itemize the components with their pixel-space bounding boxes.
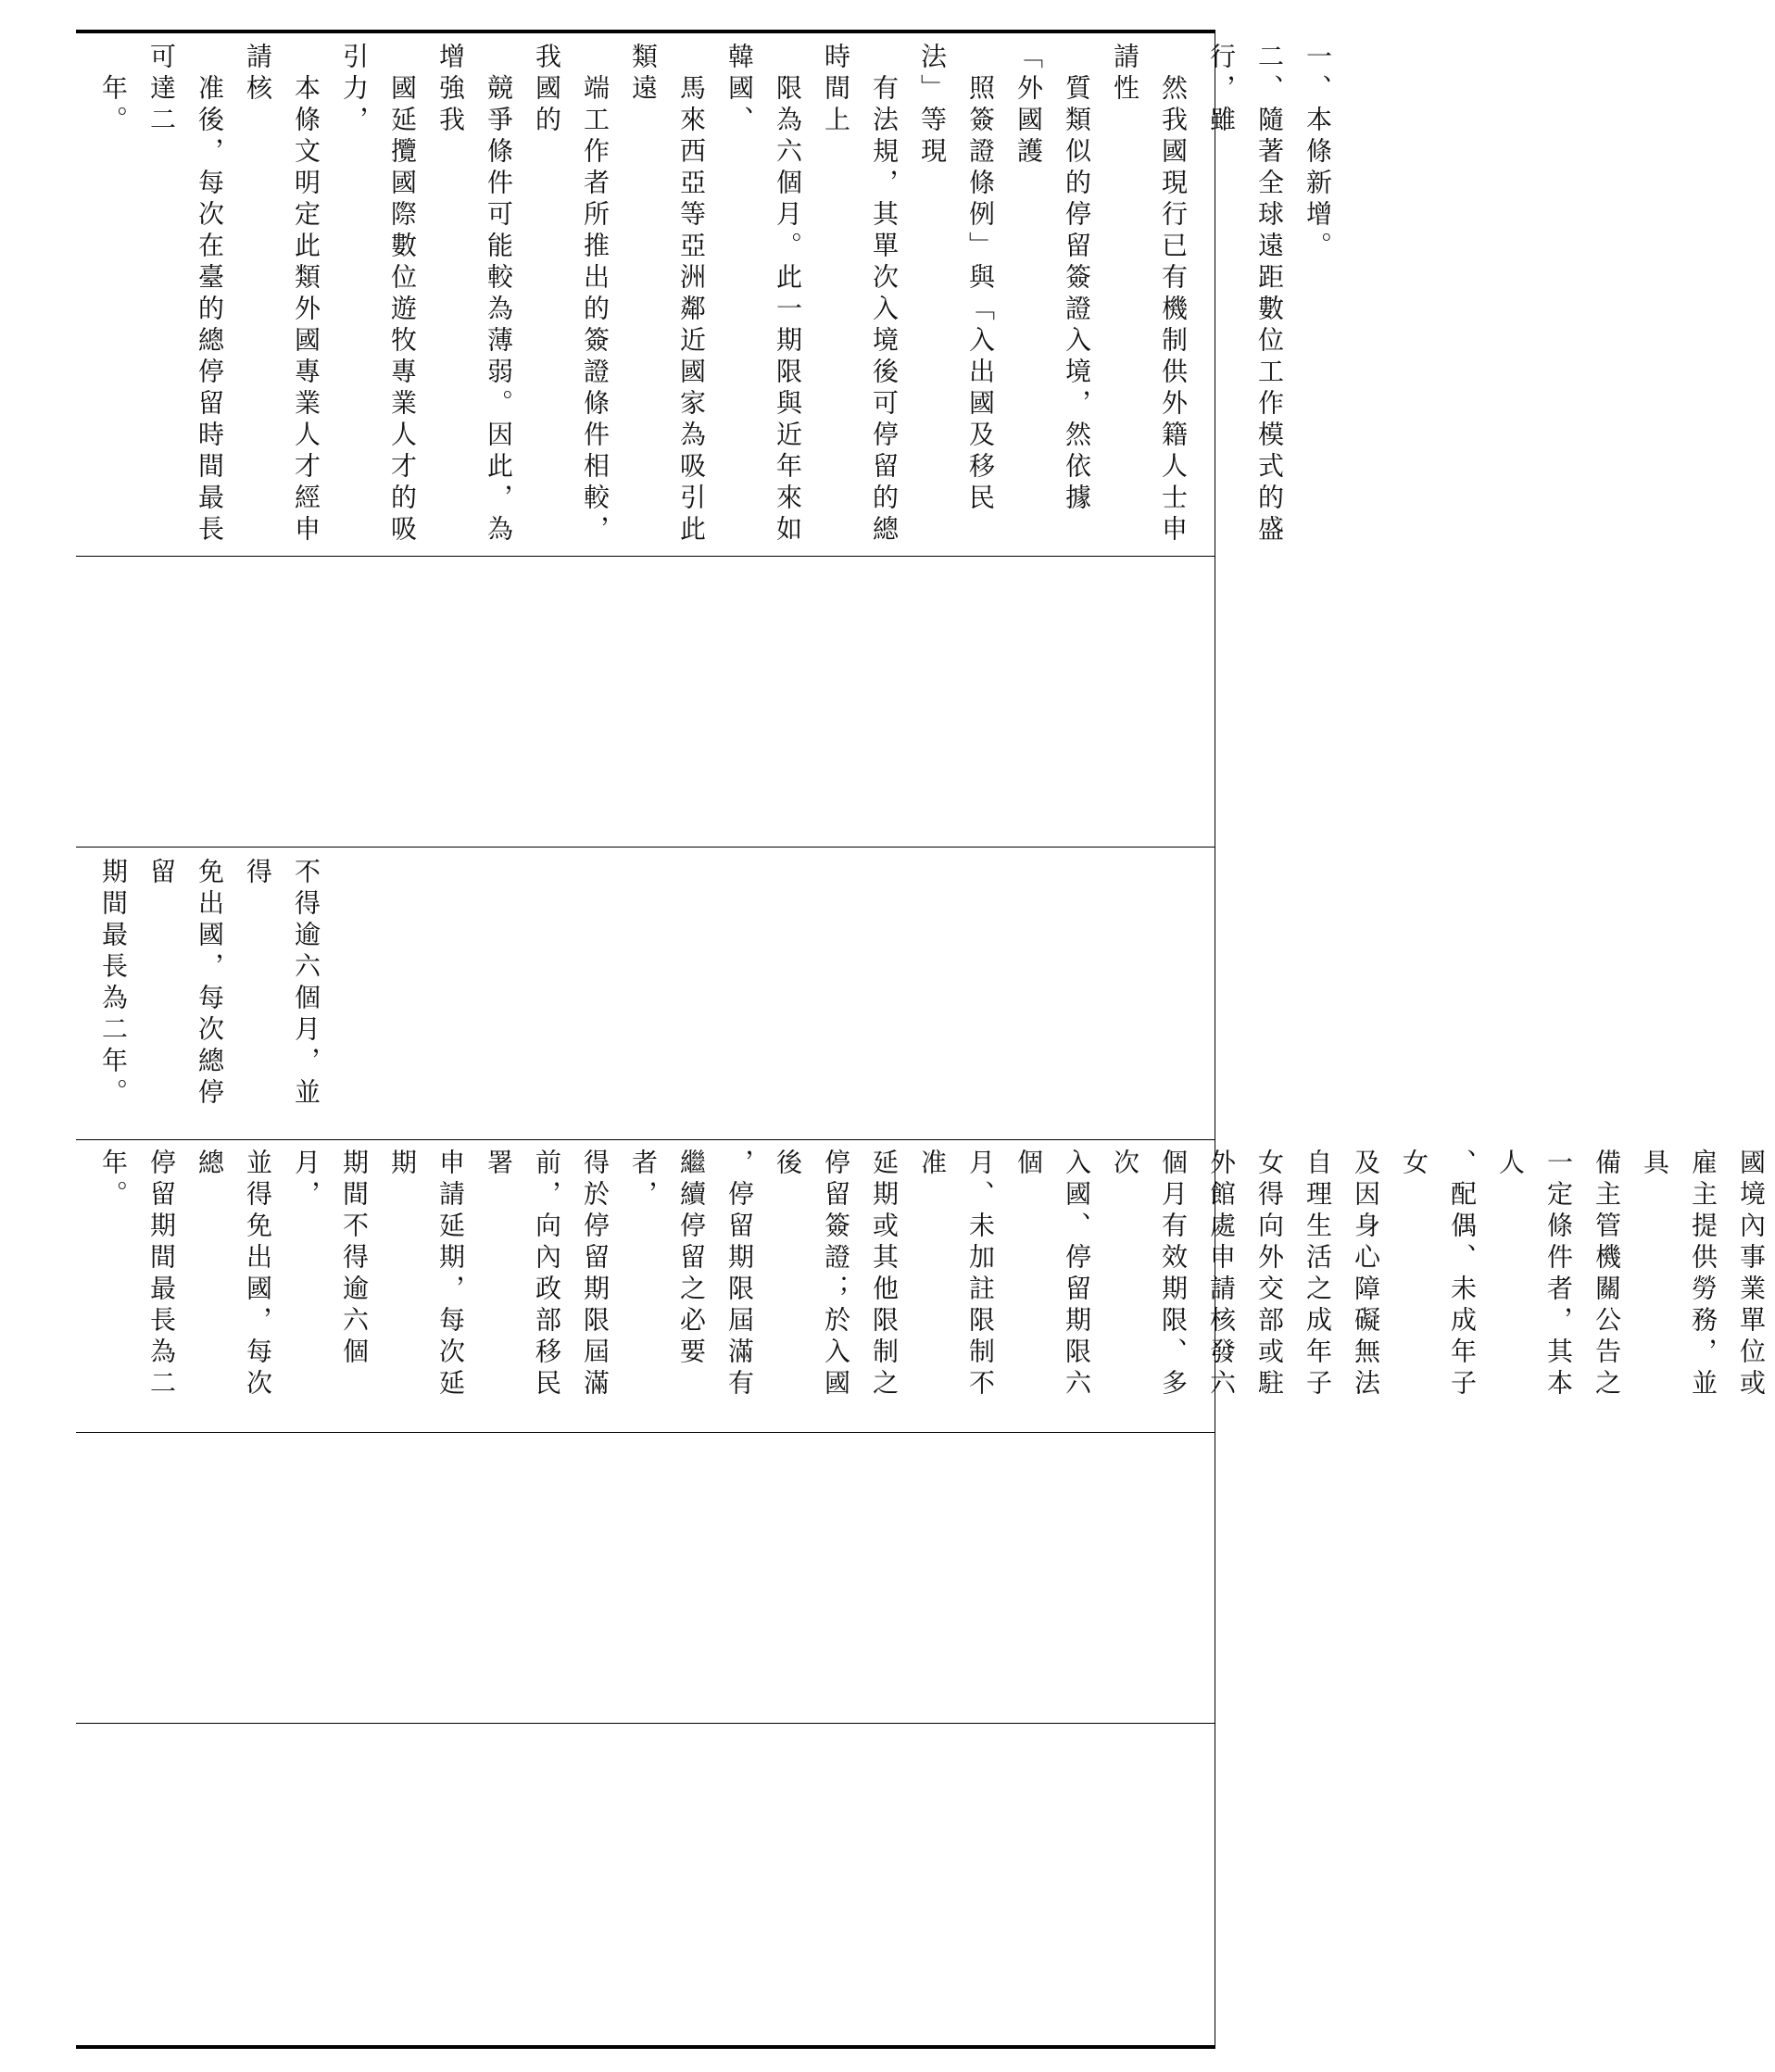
current-line: 期間最長為二年。 [98,858,129,1110]
row-divider-2 [76,847,1215,848]
explanation-line: 二、隨著全球遠距數位工作模式的盛行，雖 [1206,43,1285,546]
amended-line: 外館處申請核發六 [1206,1149,1237,1400]
explanation-line: 質類似的停留簽證入境，然依據「外國護 [1013,43,1092,515]
amended-line: 國境內事業單位或 [1736,1149,1767,1400]
explanation-line: 馬來西亞等亞洲鄰近國家為吸引此類遠 [628,43,707,546]
explanation-line: 競爭條件可能較為薄弱。因此，為增強我 [435,43,514,546]
explanation-line: 本條文明定此類外國專業人才經申請核 [243,43,321,546]
explanation-line: 端工作者所推出的簽證條件相較，我國的 [532,43,611,546]
explanation-line: 有法規，其單次入境後可停留的總時間上 [821,43,900,546]
amended-line: 延期或其他限制之 [869,1149,900,1400]
amended-provision-text [89,1149,1775,1428]
explanation-line: 一、本條新增。 [1303,43,1333,263]
amended-provision-cell [89,1149,1767,1428]
explanation-line: 照簽證條例」與「入出國及移民法」等現 [917,43,996,515]
amended-line: 停留期間最長為二 [146,1149,177,1400]
amended-line: 期間不得逾六個月， [291,1149,370,1369]
row-divider-1 [76,556,1215,557]
explanation-cell [89,43,1333,548]
amended-line: 及因身心障礙無法 [1351,1149,1381,1400]
current-line: 不得逾六個月，並得 [243,858,321,1110]
amended-line: 雇主提供勞務，並具 [1640,1149,1718,1400]
provision-comparison-table [76,30,1767,2049]
amended-line: 、配偶、未成年子女 [1399,1149,1478,1400]
amended-line: 入國、停留期限六個 [1013,1149,1092,1400]
amended-line: 得於停留期限屆滿 [580,1149,611,1400]
explanation-text [89,43,1341,548]
current-provision-text [89,858,330,1136]
table-bottom-border [76,2045,1215,2049]
amended-line: 備主管機關公告之 [1592,1149,1622,1400]
explanation-line: 限為六個月。此一期限與近年來如韓國、 [724,43,803,546]
current-provision-cell [89,858,1201,1136]
explanation-line: 國延攬國際數位遊牧專業人才的吸引力， [339,43,418,546]
amended-line: 停留簽證；於入國後 [773,1149,851,1400]
amended-line: 女得向外交部或駐 [1254,1149,1285,1400]
row-divider-4 [76,1432,1215,1433]
explanation-line: 年。 [98,43,129,137]
amended-line: 並得免出國，每次總 [195,1149,273,1400]
amended-line: 個月有效期限、多次 [1110,1149,1189,1400]
explanation-line: 然我國現行已有機制供外籍人士申請性 [1110,43,1189,546]
table-top-border [76,30,1215,33]
amended-line: 自理生活之成年子 [1303,1149,1333,1400]
amended-line: 月、未加註限制不准 [917,1149,996,1400]
amended-line: 年。 [98,1149,129,1212]
amended-line: ，停留期限屆滿有 [724,1149,755,1400]
amended-line: 繼續停留之必要者， [628,1149,707,1369]
explanation-line: 准後，每次在臺的總停留時間最長可達二 [146,43,225,546]
row-divider-5 [76,1723,1215,1724]
row-divider-3 [76,1139,1215,1140]
amended-line: 前，向內政部移民署 [484,1149,562,1400]
amended-line: 一定條件者，其本人 [1495,1149,1574,1400]
current-line: 免出國，每次總停留 [146,858,225,1110]
amended-line: 申請延期，每次延期 [387,1149,466,1400]
